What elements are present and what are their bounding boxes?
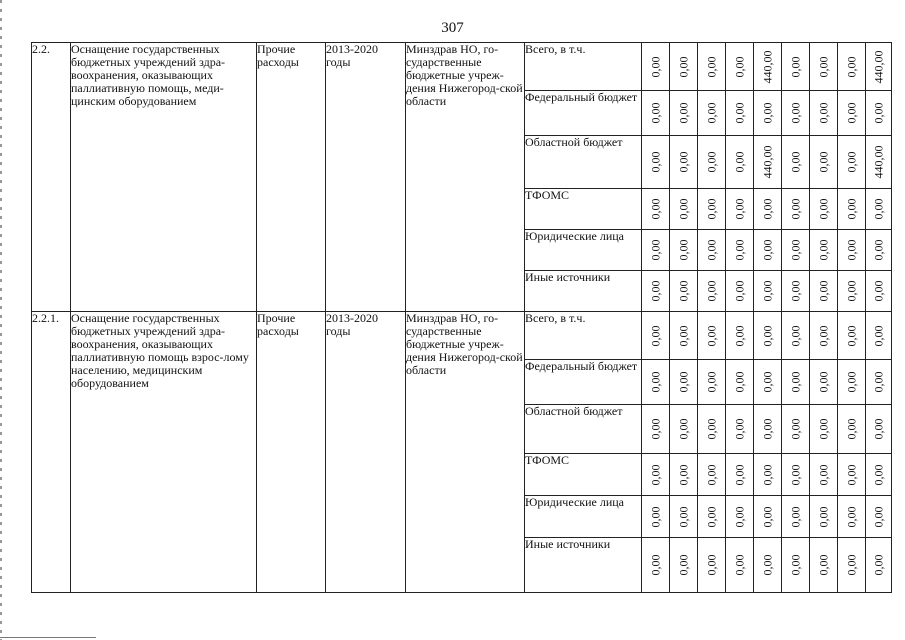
amount-value: 0,00 <box>704 280 718 302</box>
amount-cell <box>726 312 754 360</box>
amount-cell <box>642 454 670 496</box>
amount-value: 0,00 <box>844 56 858 77</box>
amount-cell <box>754 360 782 405</box>
amount-cell <box>726 538 754 593</box>
source-federal-budget-cell <box>525 360 642 405</box>
amount-value: 0,00 <box>844 418 858 440</box>
expense-type-cell <box>257 312 326 593</box>
amount-value: 0,00 <box>816 239 830 261</box>
amount-value: 0,00 <box>648 151 662 173</box>
amount-cell <box>810 230 838 271</box>
amount-cell <box>642 230 670 271</box>
funding-source-label: Областной бюджет <box>525 404 623 418</box>
amount-value: 0,00 <box>648 239 662 261</box>
amount-cell <box>866 360 892 405</box>
amount-cell <box>838 189 866 230</box>
amount-value: 0,00 <box>788 464 802 485</box>
amount-value: 0,00 <box>760 418 774 440</box>
amount-cell <box>642 91 670 136</box>
amount-value: 440,00 <box>760 145 774 179</box>
amount-cell <box>838 43 866 91</box>
amount-value: 0,00 <box>871 239 885 261</box>
amount-cell <box>810 136 838 189</box>
amount-cell <box>754 43 782 91</box>
amount-cell <box>698 91 726 136</box>
source-legal-entities-cell <box>525 230 642 271</box>
amount-value: 0,00 <box>788 198 802 220</box>
amount-value: 0,00 <box>648 371 662 393</box>
row-number: 2.2. <box>32 42 50 56</box>
amount-value: 0,00 <box>816 464 830 485</box>
amount-cell <box>754 454 782 496</box>
amount-cell <box>782 91 810 136</box>
funding-source-label: Иные источники <box>525 270 611 284</box>
amount-cell <box>838 91 866 136</box>
amount-value: 0,00 <box>732 280 746 302</box>
amount-cell <box>838 538 866 593</box>
amount-cell <box>754 189 782 230</box>
amount-value: 0,00 <box>788 280 802 302</box>
amount-value: 0,00 <box>760 371 774 393</box>
executor: Минздрав НО, го-сударственные бюджетные учреж-дения Нижегород-ской области <box>406 311 523 377</box>
amount-cell <box>670 538 698 593</box>
period: 2013-2020 годы <box>326 311 378 338</box>
amount-value: 0,00 <box>816 506 830 527</box>
amount-cell <box>670 405 698 454</box>
source-legal-entities-cell <box>525 496 642 538</box>
source-total-cell <box>525 43 642 91</box>
amount-cell <box>754 538 782 593</box>
amount-cell <box>726 43 754 91</box>
amount-cell <box>810 538 838 593</box>
funding-source-label: Юридические лица <box>525 229 625 243</box>
amount-value: 0,00 <box>788 239 802 261</box>
expense-type: Прочие расходы <box>257 42 299 69</box>
amount-cell <box>698 360 726 405</box>
amount-cell <box>698 230 726 271</box>
amount-value: 0,00 <box>648 464 662 485</box>
amount-cell <box>726 405 754 454</box>
amount-cell <box>642 271 670 312</box>
amount-cell <box>726 454 754 496</box>
funding-source-label: Федеральный бюджет <box>525 90 638 104</box>
amount-cell <box>726 496 754 538</box>
amount-cell <box>642 189 670 230</box>
amount-cell <box>866 496 892 538</box>
amount-value: 0,00 <box>704 506 718 527</box>
measure-name: Оснащение государственных бюджетных учреждений здра-воохранения, оказывающих паллиативную помощь взрос-лому населению, медицинским оборудованием <box>71 311 249 390</box>
amount-value: 0,00 <box>676 371 690 393</box>
row-number: 2.2.1. <box>32 311 59 325</box>
amount-cell <box>782 405 810 454</box>
amount-value: 0,00 <box>676 506 690 527</box>
amount-value: 0,00 <box>704 56 718 77</box>
amount-value: 0,00 <box>760 325 774 346</box>
amount-value: 0,00 <box>760 280 774 302</box>
amount-value: 0,00 <box>704 554 718 576</box>
amount-cell <box>810 405 838 454</box>
amount-cell <box>754 496 782 538</box>
amount-cell <box>866 454 892 496</box>
funding-source-label: Юридические лица <box>525 495 625 509</box>
amount-value: 0,00 <box>732 418 746 440</box>
amount-value: 0,00 <box>788 554 802 576</box>
funding-source-label: Федеральный бюджет <box>525 359 638 373</box>
amount-value: 0,00 <box>788 418 802 440</box>
amount-cell <box>670 271 698 312</box>
amount-cell <box>866 312 892 360</box>
amount-value: 0,00 <box>704 418 718 440</box>
amount-value: 0,00 <box>816 325 830 346</box>
amount-value: 0,00 <box>844 102 858 124</box>
amount-cell <box>670 454 698 496</box>
amount-value: 0,00 <box>704 151 718 173</box>
amount-cell <box>754 91 782 136</box>
amount-value: 0,00 <box>816 280 830 302</box>
amount-cell <box>698 538 726 593</box>
amount-value: 0,00 <box>844 325 858 346</box>
budget-table <box>31 42 892 593</box>
amount-cell <box>698 136 726 189</box>
source-total-cell <box>525 312 642 360</box>
amount-value: 0,00 <box>732 506 746 527</box>
amount-value: 0,00 <box>732 151 746 173</box>
amount-cell <box>670 136 698 189</box>
amount-value: 0,00 <box>760 554 774 576</box>
measure-name: Оснащение государственных бюджетных учреждений здра-воохранения, оказывающих паллиативную помощь, меди-цинским оборудованием <box>71 42 226 108</box>
amount-cell <box>782 538 810 593</box>
amount-cell <box>726 189 754 230</box>
amount-value: 0,00 <box>871 280 885 302</box>
amount-value: 0,00 <box>844 239 858 261</box>
amount-value: 0,00 <box>732 371 746 393</box>
amount-cell <box>642 405 670 454</box>
amount-value: 0,00 <box>844 280 858 302</box>
amount-cell <box>866 43 892 91</box>
amount-cell <box>726 360 754 405</box>
funding-source-label: Областной бюджет <box>525 135 623 149</box>
amount-value: 440,00 <box>760 50 774 83</box>
amount-cell <box>670 230 698 271</box>
amount-value: 0,00 <box>871 554 885 576</box>
amount-cell <box>670 91 698 136</box>
amount-cell <box>838 230 866 271</box>
amount-value: 0,00 <box>760 464 774 485</box>
source-tfoms-cell <box>525 454 642 496</box>
amount-value: 0,00 <box>648 418 662 440</box>
amount-cell <box>810 189 838 230</box>
amount-cell <box>698 405 726 454</box>
amount-value: 0,00 <box>704 371 718 393</box>
amount-cell <box>838 405 866 454</box>
amount-cell <box>810 360 838 405</box>
amount-value: 0,00 <box>648 198 662 220</box>
amount-cell <box>754 271 782 312</box>
amount-value: 0,00 <box>816 102 830 124</box>
amount-cell <box>642 538 670 593</box>
amount-value: 0,00 <box>732 102 746 124</box>
source-other-sources-cell <box>525 538 642 593</box>
amount-cell <box>726 136 754 189</box>
amount-cell <box>810 91 838 136</box>
amount-cell <box>642 43 670 91</box>
source-federal-budget-cell <box>525 91 642 136</box>
funding-source-label: Иные источники <box>525 537 611 551</box>
amount-value: 0,00 <box>676 554 690 576</box>
funding-source-label: ТФОМС <box>525 188 570 202</box>
amount-cell <box>782 189 810 230</box>
amount-value: 0,00 <box>676 239 690 261</box>
executor-cell <box>406 312 525 593</box>
measure-name-cell <box>71 312 257 593</box>
amount-value: 0,00 <box>676 464 690 485</box>
executor: Минздрав НО, го-сударственные бюджетные учреж-дения Нижегород-ской области <box>406 42 523 108</box>
amount-value: 0,00 <box>732 239 746 261</box>
amount-value: 0,00 <box>816 198 830 220</box>
amount-value: 0,00 <box>871 198 885 220</box>
amount-cell <box>866 405 892 454</box>
source-regional-budget-cell <box>525 136 642 189</box>
amount-cell <box>670 312 698 360</box>
amount-value: 0,00 <box>648 56 662 77</box>
amount-value: 0,00 <box>648 280 662 302</box>
amount-cell <box>754 405 782 454</box>
amount-value: 0,00 <box>704 198 718 220</box>
amount-cell <box>782 230 810 271</box>
amount-value: 0,00 <box>732 198 746 220</box>
amount-value: 0,00 <box>704 464 718 485</box>
amount-cell <box>642 312 670 360</box>
scan-bottom-rule <box>0 637 96 638</box>
amount-cell <box>726 91 754 136</box>
amount-cell <box>642 360 670 405</box>
amount-value: 0,00 <box>871 325 885 346</box>
page-number: 307 <box>441 20 464 36</box>
expense-type: Прочие расходы <box>257 311 299 338</box>
amount-value: 0,00 <box>732 56 746 77</box>
amount-value: 0,00 <box>788 151 802 173</box>
amount-cell <box>782 496 810 538</box>
amount-cell <box>782 43 810 91</box>
amount-value: 0,00 <box>816 371 830 393</box>
amount-value: 0,00 <box>704 325 718 346</box>
amount-value: 0,00 <box>871 418 885 440</box>
amount-value: 0,00 <box>648 102 662 124</box>
amount-cell <box>726 230 754 271</box>
amount-cell <box>698 189 726 230</box>
amount-value: 0,00 <box>760 506 774 527</box>
amount-value: 0,00 <box>676 280 690 302</box>
scan-edge-marks <box>0 0 2 640</box>
amount-value: 0,00 <box>704 102 718 124</box>
amount-value: 0,00 <box>676 151 690 173</box>
amount-value: 0,00 <box>871 464 885 485</box>
period: 2013-2020 годы <box>326 42 378 69</box>
expense-type-cell <box>257 43 326 312</box>
table-row <box>32 43 892 91</box>
amount-value: 0,00 <box>648 554 662 576</box>
funding-source-label: Всего, в т.ч. <box>525 311 586 325</box>
amount-value: 0,00 <box>816 56 830 77</box>
amount-value: 0,00 <box>844 464 858 485</box>
amount-value: 0,00 <box>732 325 746 346</box>
amount-value: 0,00 <box>788 56 802 77</box>
amount-value: 0,00 <box>760 198 774 220</box>
amount-value: 0,00 <box>676 198 690 220</box>
source-tfoms-cell <box>525 189 642 230</box>
amount-cell <box>782 360 810 405</box>
amount-value: 0,00 <box>676 102 690 124</box>
amount-cell <box>810 312 838 360</box>
amount-cell <box>866 230 892 271</box>
amount-cell <box>670 43 698 91</box>
amount-value: 0,00 <box>871 102 885 124</box>
amount-value: 0,00 <box>648 325 662 346</box>
amount-cell <box>866 136 892 189</box>
amount-value: 0,00 <box>788 102 802 124</box>
amount-cell <box>698 454 726 496</box>
amount-cell <box>754 230 782 271</box>
amount-value: 0,00 <box>760 239 774 261</box>
budget-table-body <box>32 43 892 593</box>
amount-cell <box>670 496 698 538</box>
amount-cell <box>782 136 810 189</box>
amount-value: 0,00 <box>648 506 662 527</box>
amount-value: 0,00 <box>844 371 858 393</box>
amount-value: 0,00 <box>871 506 885 527</box>
amount-cell <box>642 136 670 189</box>
period-cell <box>326 43 406 312</box>
row-number-cell <box>32 43 71 312</box>
amount-cell <box>838 454 866 496</box>
amount-value: 0,00 <box>844 198 858 220</box>
amount-cell <box>810 496 838 538</box>
amount-value: 0,00 <box>871 371 885 393</box>
amount-value: 0,00 <box>704 239 718 261</box>
amount-value: 0,00 <box>816 554 830 576</box>
source-regional-budget-cell <box>525 405 642 454</box>
period-cell <box>326 312 406 593</box>
amount-cell <box>698 496 726 538</box>
amount-value: 0,00 <box>732 464 746 485</box>
measure-name-cell <box>71 43 257 312</box>
amount-value: 0,00 <box>788 371 802 393</box>
amount-cell <box>838 360 866 405</box>
funding-source-label: ТФОМС <box>525 453 570 467</box>
amount-value: 440,00 <box>871 50 885 83</box>
amount-cell <box>838 496 866 538</box>
amount-cell <box>866 538 892 593</box>
amount-value: 0,00 <box>676 418 690 440</box>
amount-value: 440,00 <box>871 145 885 179</box>
amount-cell <box>810 271 838 312</box>
row-number-cell <box>32 312 71 593</box>
amount-value: 0,00 <box>760 102 774 124</box>
table-row <box>32 312 892 360</box>
amount-cell <box>782 271 810 312</box>
amount-cell <box>810 454 838 496</box>
amount-value: 0,00 <box>676 56 690 77</box>
amount-cell <box>866 189 892 230</box>
amount-cell <box>698 271 726 312</box>
amount-cell <box>726 271 754 312</box>
amount-value: 0,00 <box>816 418 830 440</box>
amount-value: 0,00 <box>788 506 802 527</box>
source-other-sources-cell <box>525 271 642 312</box>
amount-cell <box>698 312 726 360</box>
amount-value: 0,00 <box>676 325 690 346</box>
amount-cell <box>810 43 838 91</box>
amount-cell <box>698 43 726 91</box>
amount-value: 0,00 <box>844 151 858 173</box>
amount-cell <box>838 312 866 360</box>
amount-cell <box>754 312 782 360</box>
amount-cell <box>642 496 670 538</box>
amount-value: 0,00 <box>732 554 746 576</box>
amount-cell <box>782 312 810 360</box>
amount-cell <box>670 360 698 405</box>
amount-value: 0,00 <box>844 506 858 527</box>
amount-value: 0,00 <box>844 554 858 576</box>
amount-value: 0,00 <box>788 325 802 346</box>
executor-cell <box>406 43 525 312</box>
amount-cell <box>866 91 892 136</box>
amount-cell <box>838 271 866 312</box>
amount-value: 0,00 <box>816 151 830 173</box>
amount-cell <box>866 271 892 312</box>
amount-cell <box>838 136 866 189</box>
amount-cell <box>754 136 782 189</box>
amount-cell <box>782 454 810 496</box>
amount-cell <box>670 189 698 230</box>
funding-source-label: Всего, в т.ч. <box>525 42 586 56</box>
